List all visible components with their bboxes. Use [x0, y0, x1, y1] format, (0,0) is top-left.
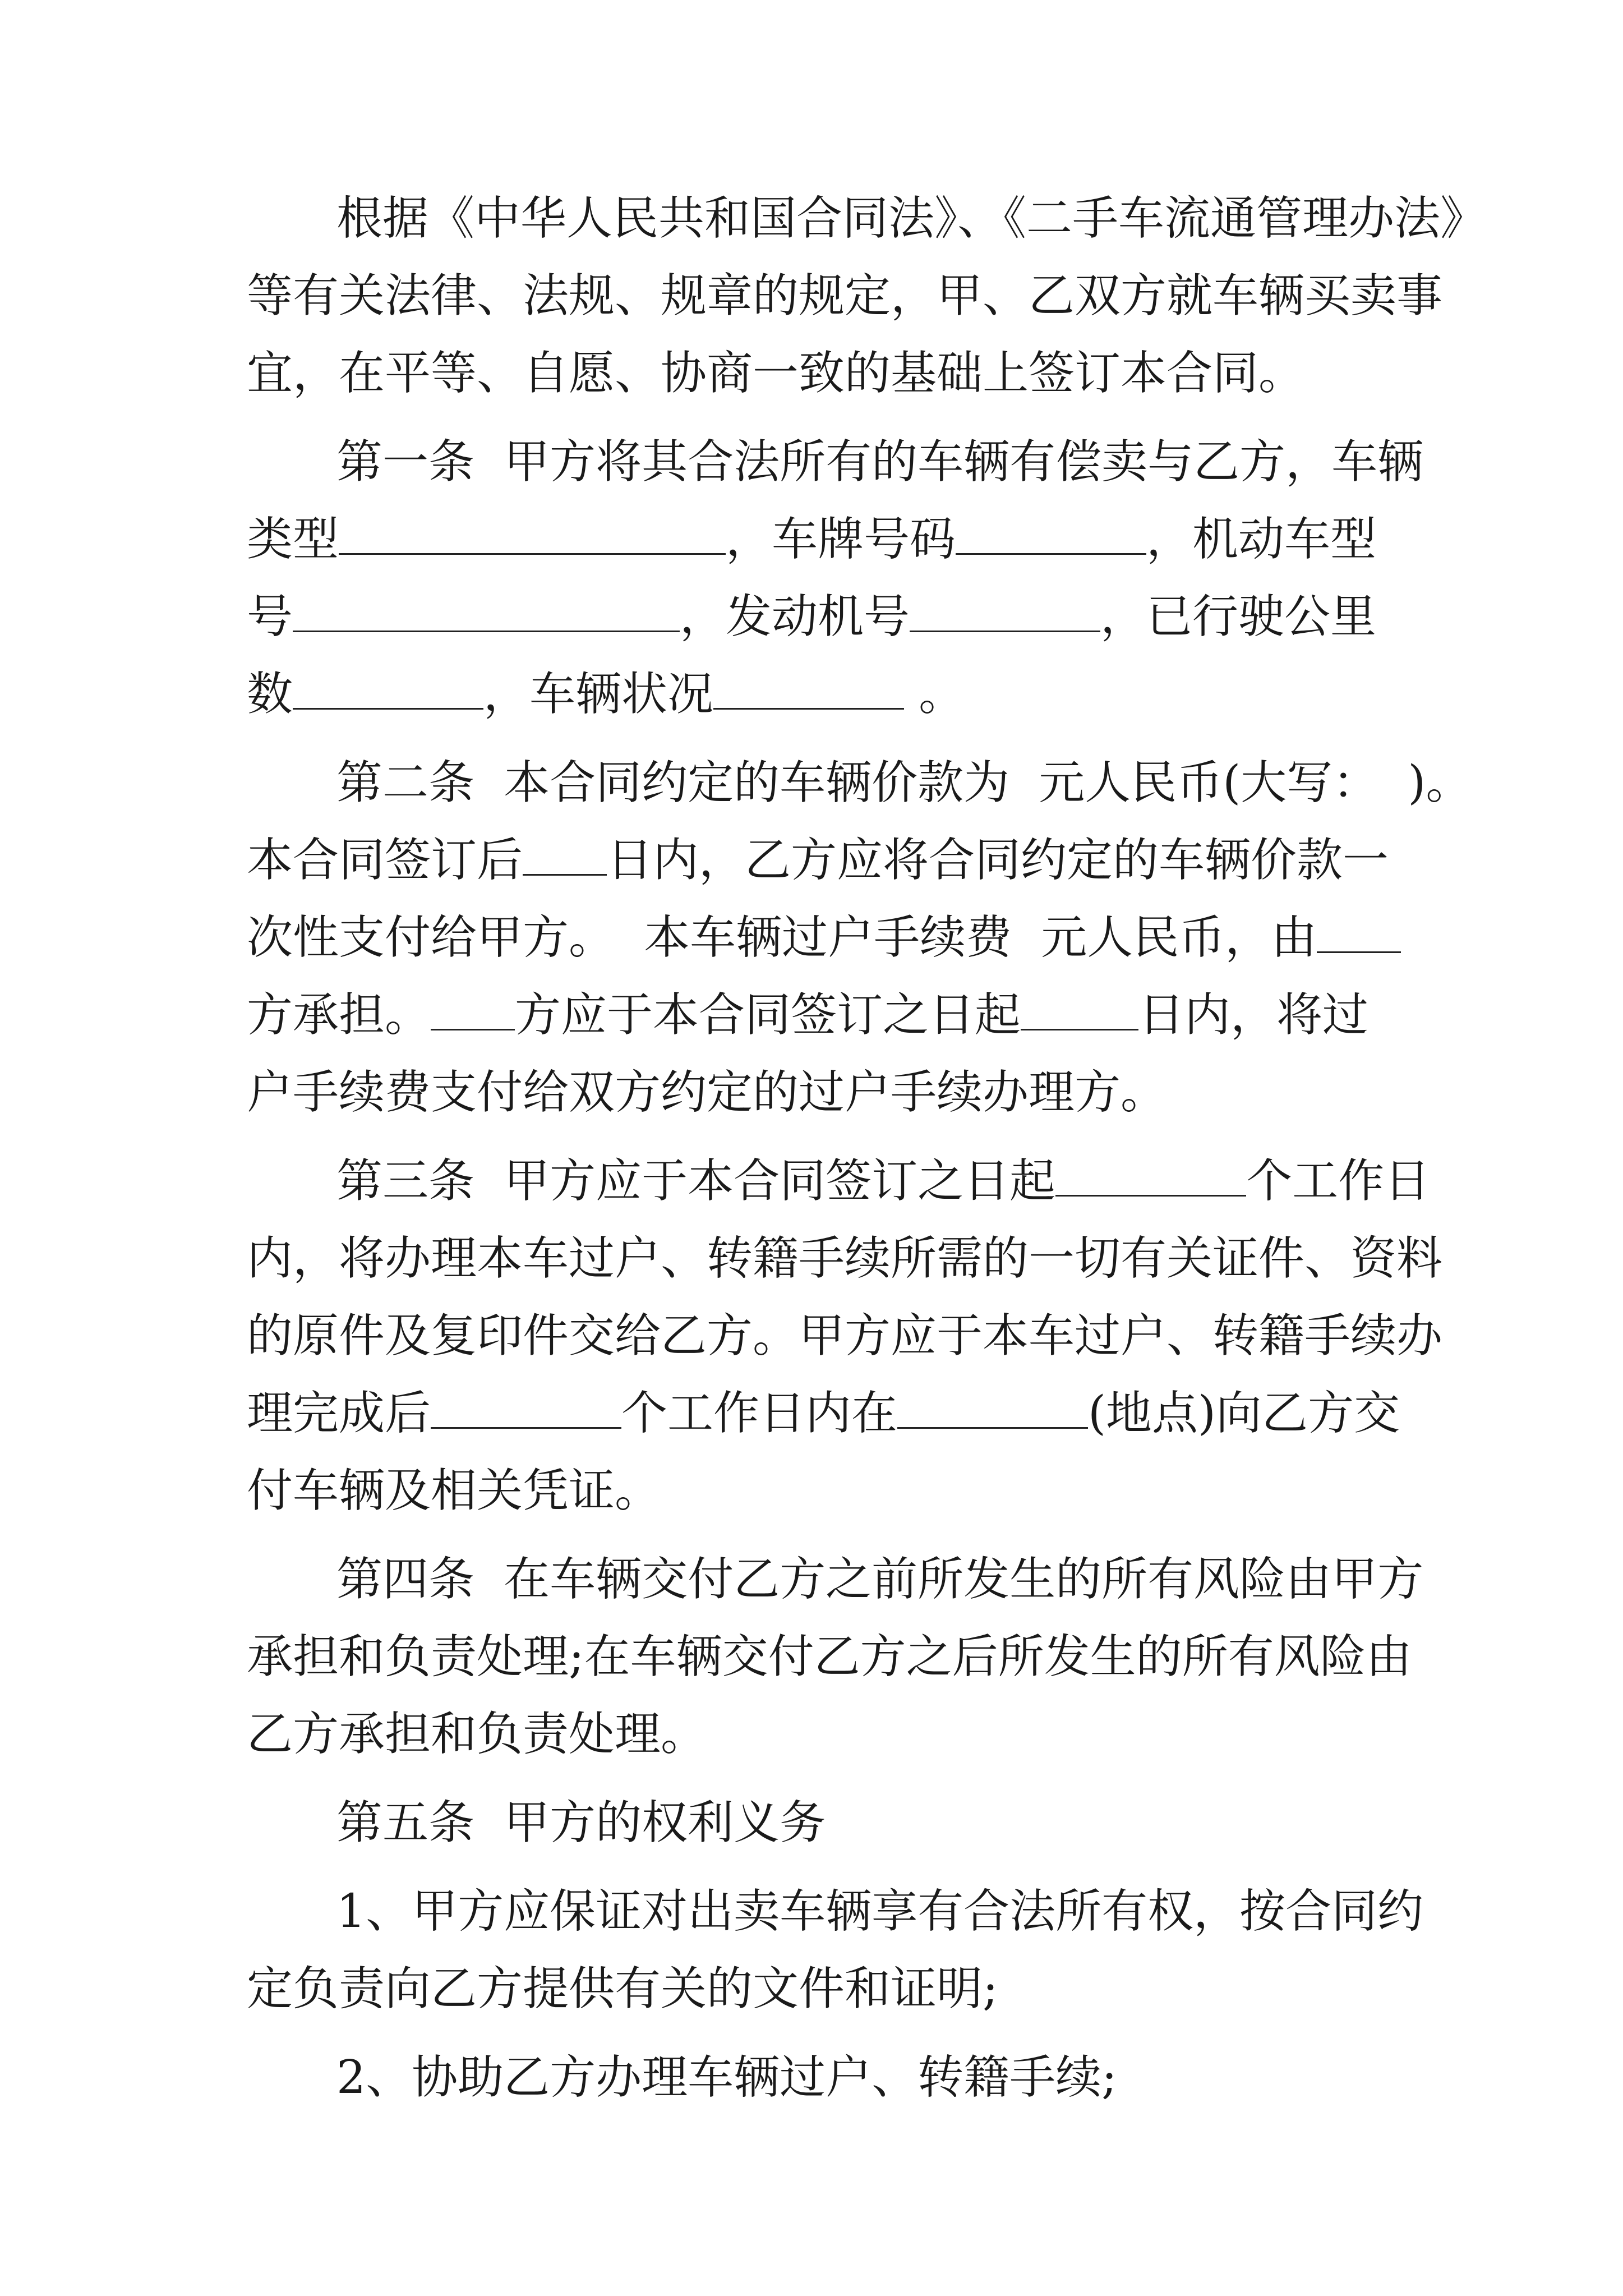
article-2-line-2 — [247, 827, 1389, 894]
text-segment: ，车牌号码 — [726, 513, 956, 566]
paying-party-blank[interactable] — [431, 990, 515, 1030]
article-2-line-4 — [247, 982, 1368, 1049]
engine-number-blank[interactable] — [910, 591, 1100, 632]
text-segment: ，车辆状况 — [483, 668, 714, 721]
fee-days-blank[interactable] — [1021, 990, 1138, 1030]
text-segment: 次性支付给甲方。 本车辆过户手续费 元人民币，由 — [247, 911, 1317, 964]
vehicle-type-blank[interactable] — [339, 514, 726, 555]
delivery-days-blank[interactable] — [431, 1388, 621, 1429]
article-5-item-1-line-1: 1、甲方应保证对出卖车辆享有合法所有权，按合同约 — [336, 1885, 1424, 1938]
article-4-line-3: 乙方承担和负责处理。 — [247, 1708, 707, 1761]
mileage-blank[interactable] — [293, 669, 483, 710]
article-5-item-2: 2、协助乙方办理车辆过户、转籍手续; — [336, 2051, 1117, 2104]
article-2-line-5: 户手续费支付给双方约定的过户手续办理方。 — [247, 1066, 1167, 1119]
article-3-line-3: 的原件及复印件交给乙方。甲方应于本车过户、转籍手续办 — [247, 1309, 1443, 1363]
article-2-line-1: 第二条 本合同约定的车辆价款为 元人民币(大写： )。 — [336, 756, 1472, 809]
vehicle-condition-blank[interactable] — [713, 669, 904, 710]
text-segment: 个工作日内在 — [621, 1387, 898, 1440]
intro-line-3: 宜，在平等、自愿、协商一致的基础上签订本合同。 — [247, 347, 1305, 400]
article-5-heading: 第五条 甲方的权利义务 — [336, 1796, 826, 1849]
delivery-place-blank[interactable] — [897, 1388, 1088, 1429]
article-4-line-2: 承担和负责处理;在车辆交付乙方之后所发生的所有风险由 — [247, 1630, 1412, 1683]
article-3-line-1 — [336, 1148, 1430, 1215]
text-segment: 日内，将过 — [1138, 988, 1369, 1042]
article-5-item-1-line-2: 定负责向乙方提供有关的文件和证明; — [247, 1962, 998, 2016]
intro-line-1: 根据《中华人民共和国合同法》、《二手车流通管理办法》 — [336, 192, 1487, 245]
text-segment: 方应于本合同签订之日起 — [515, 988, 1021, 1042]
text-segment: 个工作日 — [1246, 1154, 1431, 1208]
article-1-line-4 — [247, 661, 965, 728]
text-segment: 。 — [904, 668, 965, 721]
article-3-line-4 — [247, 1380, 1400, 1447]
text-segment: 方承担。 — [247, 988, 431, 1042]
text-segment: ，已行驶公里 — [1100, 590, 1377, 643]
text-segment: ，发动机号 — [680, 590, 910, 643]
text-segment: 数 — [247, 668, 293, 721]
text-segment: ，机动车型 — [1146, 513, 1377, 566]
text-segment: 理完成后 — [247, 1387, 431, 1440]
text-segment: 日内，乙方应将合同约定的车辆价款一 — [607, 834, 1389, 887]
fee-party-blank[interactable] — [1317, 912, 1401, 953]
article-2-line-3 — [247, 904, 1401, 972]
article-4-line-1: 第四条 在车辆交付乙方之前所发生的所有风险由甲方 — [336, 1553, 1424, 1606]
article-1-line-3 — [247, 583, 1376, 651]
text-segment: 第三条 甲方应于本合同签订之日起 — [336, 1154, 1056, 1208]
text-segment: (地点)向乙方交 — [1088, 1387, 1400, 1440]
text-segment: 号 — [247, 590, 293, 643]
article-1-line-1: 第一条 甲方将其合法所有的车辆有偿卖与乙方，车辆 — [336, 435, 1424, 489]
text-segment: 本合同签订后 — [247, 834, 523, 887]
text-segment: 类型 — [247, 513, 339, 566]
payment-days-blank[interactable] — [523, 835, 607, 876]
article-1-line-2 — [247, 506, 1376, 573]
vehicle-model-blank[interactable] — [293, 591, 680, 632]
article-3-line-2: 内，将办理本车过户、转籍手续所需的一切有关证件、资料 — [247, 1232, 1443, 1285]
article-3-line-5: 付车辆及相关凭证。 — [247, 1464, 661, 1517]
plate-number-blank[interactable] — [956, 514, 1146, 555]
intro-line-2: 等有关法律、法规、规章的规定，甲、乙双方就车辆买卖事 — [247, 269, 1443, 323]
document-days-blank[interactable] — [1055, 1156, 1246, 1197]
